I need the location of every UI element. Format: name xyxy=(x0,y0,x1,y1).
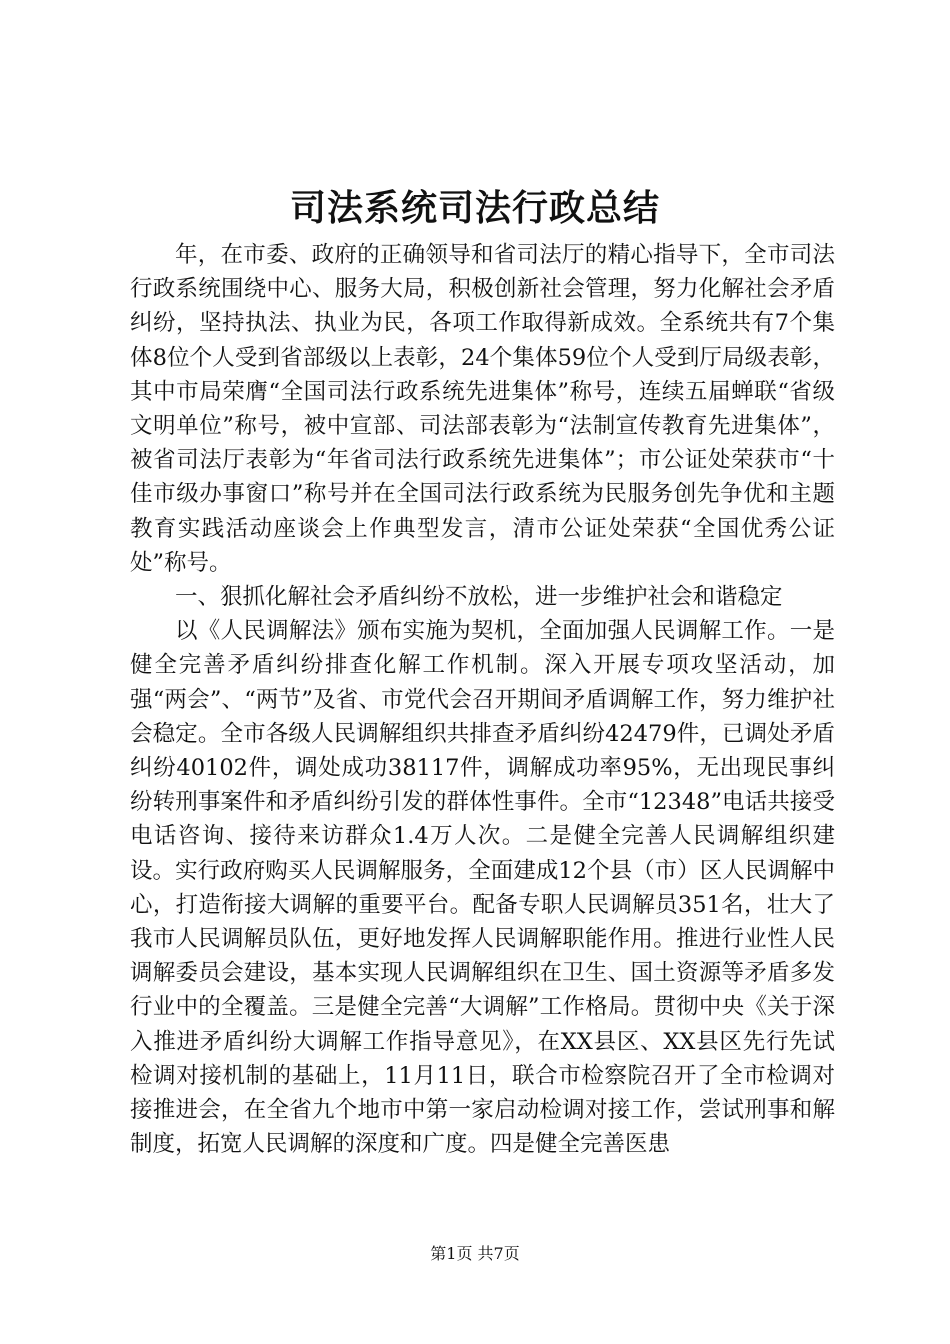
document-body xyxy=(130,238,835,1161)
section-paragraph-1: 以《人民调解法》颁布实施为契机，全面加强人民调解工作。一是健全完善矛盾纠纷排查化解工作机制。深入开展专项攻坚活动，加强“两会”、“两节”及省、市党代会召开期间矛盾调解工作，努力维护社会稳定。全市各级人民调解组织共排查矛盾纠纷42479件，已调处矛盾纠纷40102件，调处成功38117件，调解成功率95%，无出现民事纠纷转刑事案件和矛盾纠纷引发的群体性事件。全市“12348”电话共接受电话咨询、接待来访群众1.4万人次。二是健全完善人民调解组织建设。实行政府购买人民调解服务，全面建成12个县（市）区人民调解中心，打造衔接大调解的重要平台。配备专职人民调解员351名，壮大了我市人民调解员队伍，更好地发挥人民调解职能作用。推进行业性人民调解委员会建设，基本实现人民调解组织在卫生、国土资源等矛盾多发行业中的全覆盖。三是健全完善“大调解”工作格局。贯彻中央《关于深入推进矛盾纠纷大调解工作指导意见》，在XX县区、XX县区先行先试检调对接机制的基础上，11月11日，联合市检察院召开了全市检调对接推进会，在全省九个地市中第一家启动检调对接工作，尝试刑事和解制度，拓宽人民调解的深度和广度。四是健全完善医患 xyxy=(130,618,835,1158)
page-footer: 第1页 共7页 xyxy=(430,1244,520,1263)
intro-paragraph: 年，在市委、政府的正确领导和省司法厅的精心指导下，全市司法行政系统围绕中心、服务大局，积极创新社会管理，努力化解社会矛盾纠纷，坚持执法、执业为民，各项工作取得新成效。全系统共有7个集体8位个人受到省部级以上表彰，24个集体59位个人受到厅局级表彰，其中市局荣膺“全国司法行政系统先进集体”称号，连续五届蝉联“省级文明单位”称号，被中宣部、司法部表彰为“法制宣传教育先进集体”，被省司法厅表彰为“年省司法行政系统先进集体”；市公证处荣获市“十佳市级办事窗口”称号并在全国司法行政系统为民服务创先争优和主题教育实践活动座谈会上作典型发言，清市公证处荣获“全国优秀公证处”称号。 xyxy=(130,242,835,576)
section-heading-1: 一、狠抓化解社会矛盾纠纷不放松，进一步维护社会和谐稳定 xyxy=(175,584,783,611)
document-title: 司法系统司法行政总结 xyxy=(289,187,660,229)
